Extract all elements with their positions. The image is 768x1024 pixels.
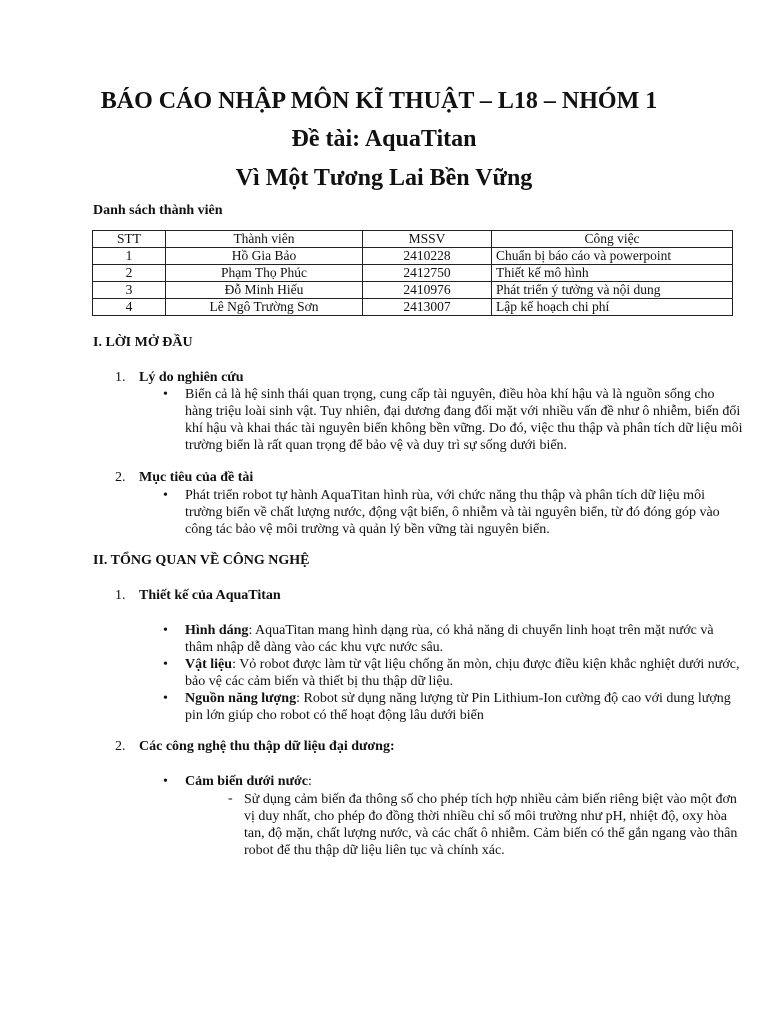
paragraph-text (185, 622, 745, 656)
section-heading-intro: I. LỜI MỞ ĐẦU (93, 335, 193, 350)
cell-task: Chuẩn bị báo cáo và powerpoint (492, 248, 733, 265)
paragraph-text (185, 656, 745, 690)
paragraph-text (185, 690, 745, 724)
item-title: Các công nghệ thu thập dữ liệu đại dương: (139, 739, 395, 754)
cell-member: Lê Ngô Trường Sơn (166, 299, 363, 316)
numbered-heading-design (115, 588, 281, 604)
column-header-stt: STT (93, 231, 166, 248)
numbered-heading-objective (115, 470, 253, 486)
paragraph-text (185, 773, 745, 790)
bullet-icon: • (163, 691, 168, 706)
members-table (92, 230, 733, 316)
column-header-task: Công việc (492, 231, 733, 248)
members-label: Danh sách thành viên (93, 203, 223, 218)
item-number: 1. (115, 370, 126, 385)
column-header-mssv: MSSV (363, 231, 492, 248)
cell-stt: 1 (93, 248, 166, 265)
dash-marker: - (228, 791, 233, 806)
term-label: Cảm biến dưới nước (185, 774, 308, 789)
cell-task: Thiết kế mô hình (492, 265, 733, 282)
item-number: 1. (115, 588, 126, 603)
item-number: 2. (115, 739, 126, 754)
topic-subtitle: Vì Một Tương Lai Bền Vững (235, 165, 533, 191)
cell-member: Đỗ Minh Hiếu (166, 282, 363, 299)
bullet-icon: • (163, 387, 168, 402)
cell-mssv: 2410228 (363, 248, 492, 265)
cell-member: Hồ Gia Bảo (166, 248, 363, 265)
term-label: Vật liệu (185, 657, 233, 672)
topic-title: Đề tài: AquaTitan (291, 126, 477, 152)
term-label: Hình dáng (185, 623, 249, 638)
cell-task: Phát triển ý tưởng và nội dung (492, 282, 733, 299)
bullet-icon: • (163, 657, 168, 672)
report-title: BÁO CÁO NHẬP MÔN KĨ THUẬT – L18 – NHÓM 1 (100, 88, 658, 114)
term-text: : (307, 774, 312, 789)
paragraph-text: Sử dụng cảm biến đa thông số cho phép tích hợp nhiều cảm biến riêng biệt vào một đơn vị duy nhất, cho phép đo đồng thời nhiều chỉ số môi trường như pH, nhiệt độ, oxy hòa tan, độ mặn, chất lượng nước, và các chất ô nhiễm. Cảm biến có thể gắn ngang vào thân robot để thu thập dữ liệu liên tục và chính xác. (244, 792, 738, 858)
bullet-icon: • (163, 623, 168, 638)
term-label: Nguồn năng lượng (185, 691, 297, 706)
numbered-heading-data-tech (115, 739, 395, 755)
cell-mssv: 2410976 (363, 282, 492, 299)
cell-mssv: 2413007 (363, 299, 492, 316)
table-row (93, 248, 733, 265)
cell-stt: 3 (93, 282, 166, 299)
term-text: : Vỏ robot được làm từ vật liệu chống ăn mòn, chịu được điều kiện khắc nghiệt dưới nước, bảo vệ các cảm biến và thiết bị thu thập dữ liệu. (185, 657, 740, 689)
paragraph-text: Biển cả là hệ sinh thái quan trọng, cung cấp tài nguyên, điều hòa khí hậu và là nguồn sống cho hàng triệu loài sinh vật. Tuy nhiên, đại dương đang đối mặt với nhiều vấn đề như ô nhiễm, biến đổi khí hậu và khai thác tài nguyên biển không bền vững. Do đó, việc thu thập và phân tích dữ liệu môi trường biển là rất quan trọng để bảo vệ và duy trì sự sống dưới biển. (185, 387, 743, 453)
table-row (93, 282, 733, 299)
cell-member: Phạm Thọ Phúc (166, 265, 363, 282)
column-header-member: Thành viên (166, 231, 363, 248)
cell-task: Lập kế hoạch chi phí (492, 299, 733, 316)
table-row (93, 265, 733, 282)
term-text: : AquaTitan mang hình dạng rùa, có khả năng di chuyển linh hoạt trên mặt nước và thâm nhập dễ dàng vào các khu vực nước sâu. (185, 623, 714, 655)
section-heading-technology: II. TỔNG QUAN VỀ CÔNG NGHỆ (93, 553, 310, 568)
table-header-row (93, 231, 733, 248)
bullet-icon: • (163, 774, 168, 789)
term-text: : Robot sử dụng năng lượng từ Pin Lithium-Ion cường độ cao với dung lượng pin lớn giúp cho robot có thể hoạt động lâu dưới biển (185, 691, 731, 723)
cell-mssv: 2412750 (363, 265, 492, 282)
cell-stt: 4 (93, 299, 166, 316)
cell-stt: 2 (93, 265, 166, 282)
numbered-heading-reason (115, 370, 244, 386)
paragraph-text: Phát triển robot tự hành AquaTitan hình rùa, với chức năng thu thập và phân tích dữ liệu môi trường biển về chất lượng nước, động vật biển, ô nhiễm và tài nguyên biển, từ đó đóng góp vào công tác bảo vệ môi trường và quản lý bền vững tài nguyên biển. (185, 488, 720, 537)
item-title: Thiết kế của AquaTitan (139, 588, 281, 603)
item-title: Mục tiêu của đề tài (139, 470, 254, 485)
item-number: 2. (115, 470, 126, 485)
item-title: Lý do nghiên cứu (139, 370, 244, 385)
table-row (93, 299, 733, 316)
bullet-icon: • (163, 488, 168, 503)
